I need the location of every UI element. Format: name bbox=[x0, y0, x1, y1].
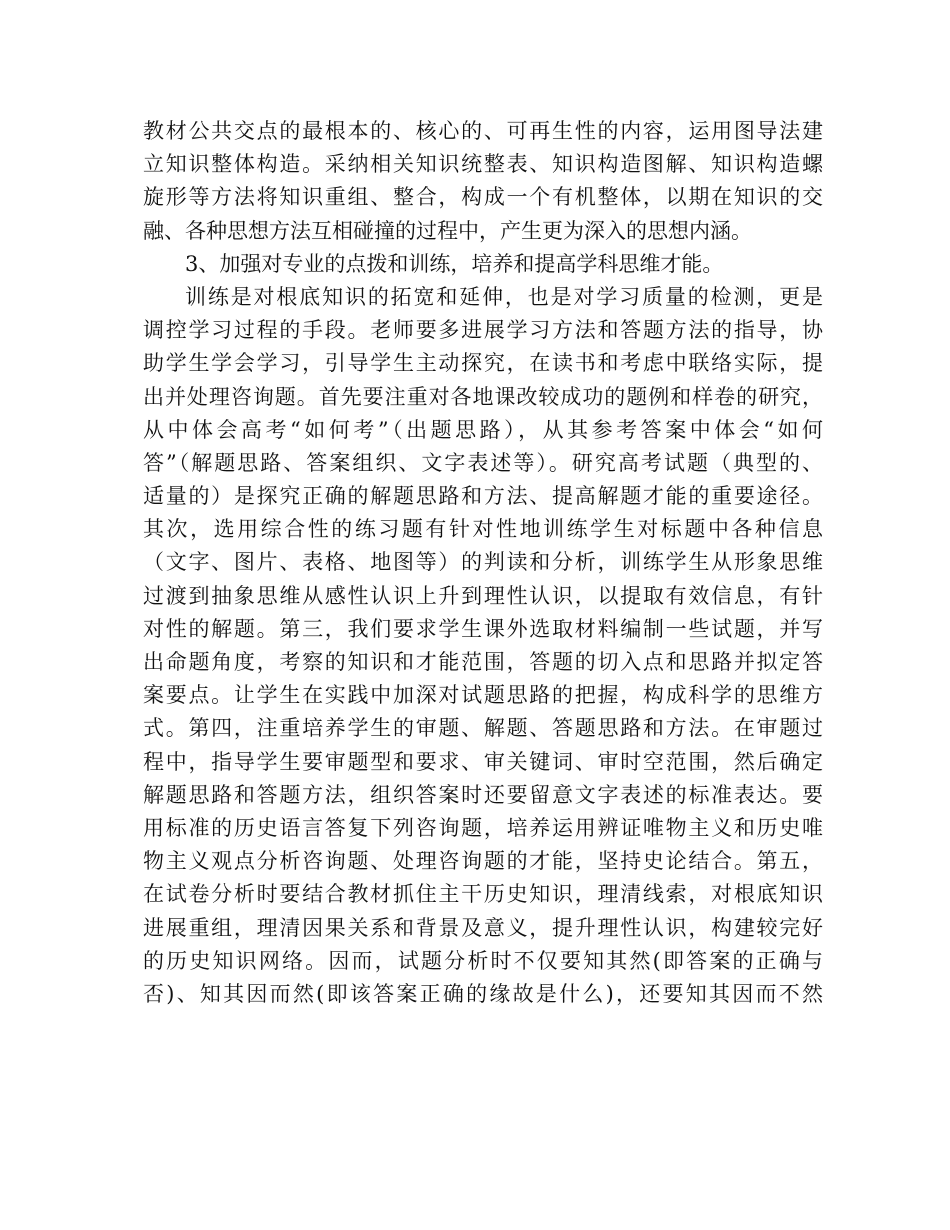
text-line: 程中，指导学生要审题型和要求、审关键词、审时空范围，然后确定 bbox=[143, 749, 823, 774]
text-line: 进展重组，理清因果关系和背景及意义，提升理性认识，构建较完好 bbox=[143, 915, 823, 940]
text-line: 调控学习过程的手段。老师要多进展学习方法和答题方法的指导，协 bbox=[143, 318, 823, 343]
text-line: 旋形等方法将知识重组、整合，构成一个有机整体，以期在知识的交 bbox=[143, 185, 823, 210]
text-line: 过渡到抽象思维从感性认识上升到理性认识，以提取有效信息，有针 bbox=[143, 583, 823, 608]
text-line: 训练是对根底知识的拓宽和延伸，也是对学习质量的检测，更是 bbox=[185, 284, 823, 309]
text-line: 融、各种思想方法互相碰撞的过程中，产生更为深入的思想内涵。 bbox=[143, 218, 752, 243]
text-line: 式。第四，注重培养学生的审题、解题、答题思路和方法。在审题过 bbox=[143, 716, 823, 741]
text-line: 解题思路和答题方法，组织答案时还要留意文字表述的标准表达。要 bbox=[143, 782, 823, 807]
text-line: 案要点。让学生在实践中加深对试题思路的把握，构成科学的思维方 bbox=[143, 683, 823, 708]
text-line: 其次，选用综合性的练习题有针对性地训练学生对标题中各种信息 bbox=[143, 517, 823, 542]
text-line: 助学生学会学习，引导学生主动探究，在读书和考虑中联络实际，提 bbox=[143, 351, 823, 376]
text-line: 从中体会高考“如何考”（出题思路），从其参考答案中体会“如何 bbox=[143, 417, 823, 442]
text-line: 的历史知识网络。因而，试题分析时不仅要知其然(即答案的正确与 bbox=[143, 948, 823, 973]
text-line: 物主义观点分析咨询题、处理咨询题的才能，坚持史论结合。第五， bbox=[143, 849, 823, 874]
text-line: 教材公共交点的最根本的、核心的、可再生性的内容，运用图导法建 bbox=[143, 119, 823, 143]
body-text bbox=[143, 115, 823, 1011]
text-line: 答”（解题思路、答案组织、文字表述等）。研究高考试题（典型的、 bbox=[143, 450, 823, 475]
text-line: 在试卷分析时要结合教材抓住主干历史知识，理清线索，对根底知识 bbox=[143, 882, 823, 907]
section-heading: 3、加强对专业的点拨和训练，培养和提高学科思维才能。 bbox=[185, 251, 724, 276]
text-line: 适量的）是探究正确的解题思路和方法、提高解题才能的重要途径。 bbox=[143, 484, 823, 509]
text-line: 立知识整体构造。采纳相关知识统整表、知识构造图解、知识构造螺 bbox=[143, 152, 823, 177]
text-line: 用标准的历史语言答复下列咨询题，培养运用辨证唯物主义和历史唯 bbox=[143, 815, 823, 840]
text-line: 对性的解题。第三，我们要求学生课外选取材料编制一些试题，并写 bbox=[143, 616, 823, 641]
text-line: 否)、知其因而然(即该答案正确的缘故是什么)，还要知其因而不然 bbox=[143, 981, 823, 1006]
text-line: （文字、图片、表格、地图等）的判读和分析，训练学生从形象思维 bbox=[143, 550, 823, 575]
text-line: 出并处理咨询题。首先要注重对各地课改较成功的题例和样卷的研究， bbox=[143, 384, 823, 409]
text-line: 出命题角度，考察的知识和才能范围，答题的切入点和思路并拟定答 bbox=[143, 650, 823, 674]
